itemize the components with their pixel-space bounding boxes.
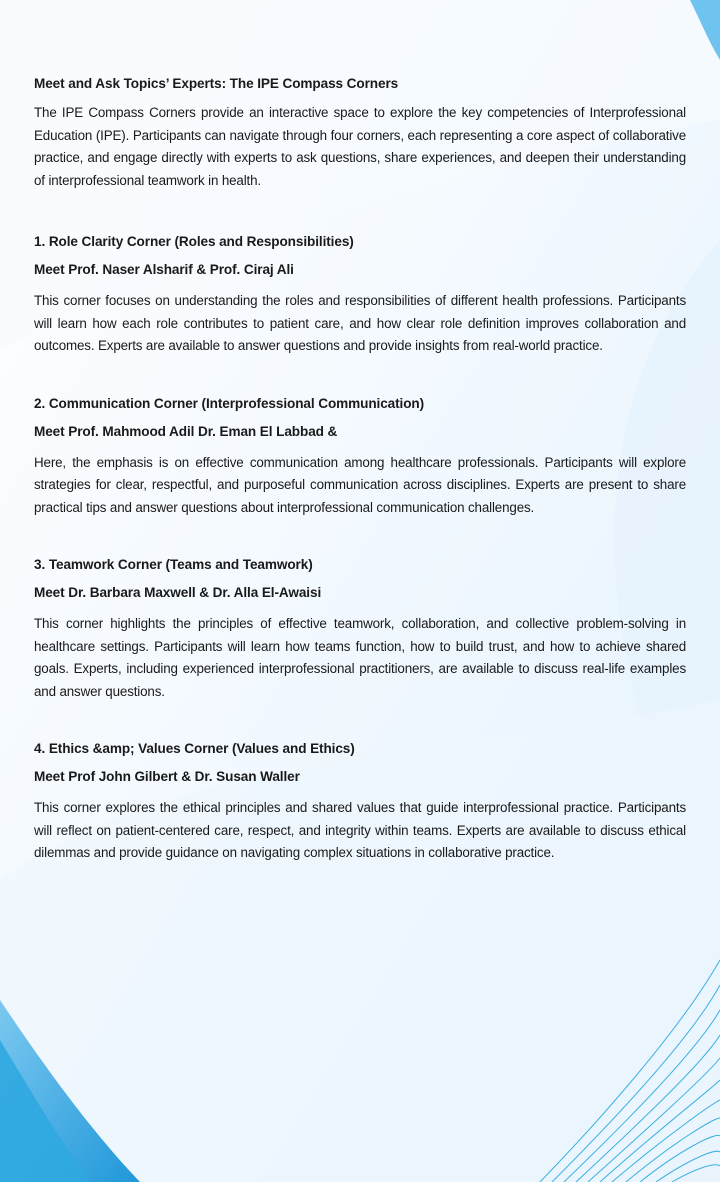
section-experts: Meet Prof. Naser Alsharif & Prof. Ciraj Ali — [34, 262, 294, 277]
page-title: Meet and Ask Topics’ Experts: The IPE Compass Corners — [34, 76, 399, 91]
intro-section — [34, 74, 686, 192]
section-paragraph: Here, the emphasis is on effective communication among healthcare professionals. Participants will explore strategies for clear, respectful, and purposeful communication across disciplines. Experts are present to share practical tips and answer questions about interprofessional communication challenges. — [34, 454, 686, 515]
section-experts: Meet Dr. Barbara Maxwell & Dr. Alla El-Awaisi — [34, 585, 322, 600]
section-paragraph: This corner explores the ethical principles and shared values that guide interprofessional practice. Participants will reflect on patient-centered care, respect, and integrity within teams. Experts are available to discuss ethical dilemmas and provide guidance on navigating complex situations in collaborative practice. — [34, 800, 686, 860]
intro-paragraph: The IPE Compass Corners provide an interactive space to explore the key competencies of Interprofessional Education (IPE). Participants can navigate through four corners, each representing a core aspect of collaborative practice, and engage directly with experts to ask questions, share experiences, and deepen their understanding of interprofessional teamwork in health. — [34, 105, 686, 188]
section-title: 4. Ethics &amp; Values Corner (Values and Ethics) — [34, 741, 355, 756]
corner-section-teamwork — [34, 555, 686, 703]
corner-section-role-clarity — [34, 232, 686, 358]
section-title: 3. Teamwork Corner (Teams and Teamwork) — [34, 557, 313, 572]
corner-section-ethics — [34, 739, 686, 865]
section-paragraph: This corner highlights the principles of effective teamwork, collaboration, and collective problem-solving in healthcare settings. Participants will learn how teams function, how to build trust, and how to achieve shared goals. Experts, including experienced interprofessional practitioners, are available to discuss real-life examples and answer questions. — [34, 616, 686, 699]
section-paragraph: This corner focuses on understanding the roles and responsibilities of different health professions. Participants will learn how each role contributes to patient care, and how clear role definition improves collaboration and outcomes. Experts are available to answer questions and provide insights from real-world practice. — [34, 293, 686, 353]
section-experts: Meet Prof. Mahmood Adil Dr. Eman El Labbad & — [34, 423, 338, 439]
document-body — [34, 74, 686, 901]
corner-section-communication — [34, 394, 686, 520]
section-experts: Meet Prof John Gilbert & Dr. Susan Waller — [34, 769, 300, 784]
section-title: 2. Communication Corner (Interprofessional Communication) — [34, 395, 425, 411]
section-title: 1. Role Clarity Corner (Roles and Responsibilities) — [34, 234, 354, 249]
